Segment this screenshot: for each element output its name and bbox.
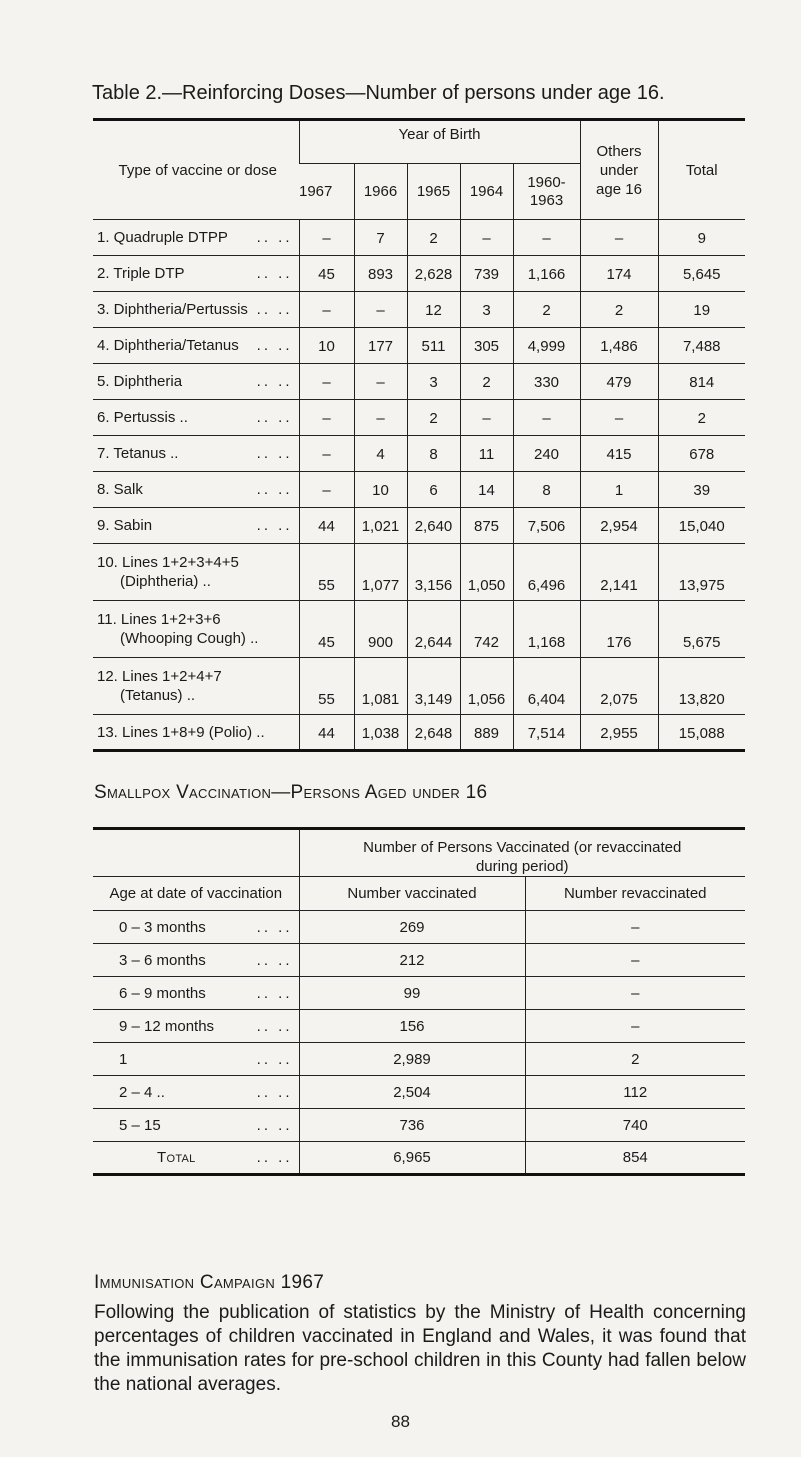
age-cell: .. .. 2 – 4 .. [93, 1076, 299, 1109]
age-cell: .. .. 1 [93, 1043, 299, 1076]
smallpox-heading: Smallpox Vaccination—Persons Aged under 16 [94, 782, 488, 803]
cell-value: – [299, 220, 354, 256]
cell-value: – [580, 400, 658, 436]
cell-value: 6 [407, 472, 460, 508]
age-cell: .. .. 9 – 12 months [93, 1010, 299, 1043]
cell-value: 15,040 [658, 508, 745, 544]
cell-value: 176 [580, 601, 658, 658]
cell-value: 14 [460, 472, 513, 508]
cell-value: 177 [354, 328, 407, 364]
leader-dots: .. .. [256, 337, 293, 354]
leader-dots: .. .. [256, 1017, 293, 1035]
cell-value: 7 [354, 220, 407, 256]
leader-dots: .. .. [256, 373, 293, 390]
year-header-1964: 1964 [460, 164, 513, 220]
cell-value: 4 [354, 436, 407, 472]
cell-value: 2 [513, 292, 580, 328]
year-header-1967: 1967 [299, 164, 354, 220]
cell-value: 479 [580, 364, 658, 400]
cell-value: 2,628 [407, 256, 460, 292]
table-row [93, 1142, 745, 1175]
cell-value: – [354, 400, 407, 436]
table-row [93, 472, 745, 508]
table-row [93, 220, 745, 256]
vaccinated-cell: 6,965 [299, 1142, 525, 1175]
year-header-1966: 1966 [354, 164, 407, 220]
cell-value: 742 [460, 601, 513, 658]
cell-value: 893 [354, 256, 407, 292]
table-row [93, 508, 745, 544]
row-label: 12. Lines 1+2+4+7 (Tetanus) .. [93, 658, 299, 715]
cell-value: – [354, 364, 407, 400]
cell-value: 1,077 [354, 544, 407, 601]
row-label: .. .. 5. Diphtheria [93, 364, 299, 400]
cell-value: 1 [580, 472, 658, 508]
table-row [93, 911, 745, 944]
cell-value: 3 [460, 292, 513, 328]
cell-value: – [299, 364, 354, 400]
cell-value: 2 [460, 364, 513, 400]
leader-dots: .. .. [256, 1149, 293, 1166]
cell-value: – [580, 220, 658, 256]
vaccinated-cell: 212 [299, 944, 525, 977]
cell-value: 2,954 [580, 508, 658, 544]
revaccinated-cell: 112 [525, 1076, 745, 1109]
cell-value: 2 [407, 400, 460, 436]
cell-value: 45 [299, 601, 354, 658]
leader-dots: .. .. [256, 517, 293, 534]
cell-value: 900 [354, 601, 407, 658]
leader-dots: .. .. [256, 918, 293, 936]
vaccinated-cell: 156 [299, 1010, 525, 1043]
campaign-heading: Immunisation Campaign 1967 [94, 1272, 325, 1293]
cell-value: 1,486 [580, 328, 658, 364]
cell-value: 305 [460, 328, 513, 364]
cell-value: 44 [299, 715, 354, 751]
leader-dots: .. .. [256, 1083, 293, 1101]
vaccinated-cell: 2,504 [299, 1076, 525, 1109]
table-row [93, 1010, 745, 1043]
cell-value: 814 [658, 364, 745, 400]
row-label: .. .. 1. Quadruple DTPP [93, 220, 299, 256]
cell-value: 13,975 [658, 544, 745, 601]
cell-value: 1,081 [354, 658, 407, 715]
cell-value: 12 [407, 292, 460, 328]
row-label: .. .. 6. Pertussis .. [93, 400, 299, 436]
table-row [93, 658, 745, 715]
cell-value: 875 [460, 508, 513, 544]
number-revaccinated-header: Number revaccinated [525, 877, 745, 911]
cell-value: 330 [513, 364, 580, 400]
vaccinated-cell: 736 [299, 1109, 525, 1142]
revaccinated-cell: 740 [525, 1109, 745, 1142]
leader-dots: .. .. [256, 481, 293, 498]
age-cell: .. .. Total [93, 1142, 299, 1175]
cell-value: 55 [299, 658, 354, 715]
cell-value: 8 [513, 472, 580, 508]
table-row [93, 715, 745, 751]
leader-dots: .. .. [256, 1050, 293, 1068]
cell-value: – [513, 400, 580, 436]
cell-value: 7,506 [513, 508, 580, 544]
cell-value: 2 [407, 220, 460, 256]
table-row [93, 1076, 745, 1109]
cell-value: 739 [460, 256, 513, 292]
cell-value: 1,056 [460, 658, 513, 715]
cell-value: 3,156 [407, 544, 460, 601]
cell-value: – [513, 220, 580, 256]
cell-value: 1,038 [354, 715, 407, 751]
table-row [93, 400, 745, 436]
table-row [93, 1109, 745, 1142]
row-label: 13. Lines 1+8+9 (Polio) .. [93, 715, 299, 751]
cell-value: 6,496 [513, 544, 580, 601]
cell-value: 45 [299, 256, 354, 292]
cell-value: 2 [580, 292, 658, 328]
revaccinated-cell: – [525, 911, 745, 944]
row-label: .. .. 3. Diphtheria/Pertussis [93, 292, 299, 328]
table-row [93, 364, 745, 400]
cell-value: 7,488 [658, 328, 745, 364]
revaccinated-cell: – [525, 1010, 745, 1043]
row-label: .. .. 8. Salk [93, 472, 299, 508]
age-cell: .. .. 6 – 9 months [93, 977, 299, 1010]
table-row [93, 256, 745, 292]
vaccinated-cell: 269 [299, 911, 525, 944]
year-of-birth-header: Year of Birth [299, 120, 580, 164]
cell-value: 3 [407, 364, 460, 400]
cell-value: 11 [460, 436, 513, 472]
table-row [93, 292, 745, 328]
age-cell: .. .. 0 – 3 months [93, 911, 299, 944]
total-header: Total [658, 120, 745, 220]
cell-value: 9 [658, 220, 745, 256]
year-header-1965: 1965 [407, 164, 460, 220]
leader-dots: .. .. [256, 265, 293, 282]
cell-value: 2,640 [407, 508, 460, 544]
campaign-paragraph: Following the publication of statistics by the Ministry of Health concerning percentages of children vaccinated in England and Wales, it was found that the immunisation rates for pre-school children in this County had fallen below the national averages. [94, 1302, 746, 1395]
vaccinated-cell: 2,989 [299, 1043, 525, 1076]
blank-header-cell [93, 829, 299, 877]
cell-value: – [299, 292, 354, 328]
cell-value: 44 [299, 508, 354, 544]
cell-value: 2,644 [407, 601, 460, 658]
cell-value: 10 [299, 328, 354, 364]
cell-value: 55 [299, 544, 354, 601]
table-title: Table 2.—Reinforcing Doses—Number of persons under age 16. [92, 82, 665, 104]
cell-value: 511 [407, 328, 460, 364]
table-row [93, 544, 745, 601]
table-row [93, 1043, 745, 1076]
cell-value: – [354, 292, 407, 328]
revaccinated-cell: – [525, 944, 745, 977]
table-row [93, 977, 745, 1010]
table-row [93, 436, 745, 472]
cell-value: 2,648 [407, 715, 460, 751]
cell-value: 6,404 [513, 658, 580, 715]
type-of-vaccine-header: Type of vaccine or dose [93, 120, 299, 220]
reinforcing-doses-table [93, 118, 745, 752]
cell-value: – [299, 400, 354, 436]
cell-value: 2 [658, 400, 745, 436]
revaccinated-cell: 2 [525, 1043, 745, 1076]
cell-value: 1,021 [354, 508, 407, 544]
row-label: 10. Lines 1+2+3+4+5 (Diphtheria) .. [93, 544, 299, 601]
cell-value: 2,075 [580, 658, 658, 715]
cell-value: 174 [580, 256, 658, 292]
revaccinated-cell: 854 [525, 1142, 745, 1175]
cell-value: 1,168 [513, 601, 580, 658]
row-label: .. .. 2. Triple DTP [93, 256, 299, 292]
cell-value: 415 [580, 436, 658, 472]
row-label: .. .. 4. Diphtheria/Tetanus [93, 328, 299, 364]
table-row [93, 328, 745, 364]
cell-value: 2,141 [580, 544, 658, 601]
age-cell: .. .. 5 – 15 [93, 1109, 299, 1142]
leader-dots: .. .. [256, 1116, 293, 1134]
leader-dots: .. .. [256, 409, 293, 426]
cell-value: 240 [513, 436, 580, 472]
cell-value: 4,999 [513, 328, 580, 364]
cell-value: 678 [658, 436, 745, 472]
cell-value: 8 [407, 436, 460, 472]
cell-value: 15,088 [658, 715, 745, 751]
row-label: 11. Lines 1+2+3+6 (Whooping Cough) .. [93, 601, 299, 658]
page-number: 88 [391, 1412, 410, 1431]
smallpox-vaccination-table [93, 827, 745, 1176]
cell-value: 7,514 [513, 715, 580, 751]
revaccinated-cell: – [525, 977, 745, 1010]
number-vaccinated-header: Number vaccinated [299, 877, 525, 911]
table-row [93, 944, 745, 977]
others-under-16-header: Others under age 16 [580, 120, 658, 220]
leader-dots: .. .. [256, 301, 293, 318]
cell-value: – [299, 436, 354, 472]
cell-value: 1,166 [513, 256, 580, 292]
vaccinated-cell: 99 [299, 977, 525, 1010]
leader-dots: .. .. [256, 951, 293, 969]
leader-dots: .. .. [256, 229, 293, 246]
cell-value: – [460, 400, 513, 436]
cell-value: 19 [658, 292, 745, 328]
cell-value: – [460, 220, 513, 256]
row-label: .. .. 9. Sabin [93, 508, 299, 544]
leader-dots: .. .. [256, 445, 293, 462]
cell-value: 5,675 [658, 601, 745, 658]
cell-value: – [299, 472, 354, 508]
cell-value: 2,955 [580, 715, 658, 751]
cell-value: 1,050 [460, 544, 513, 601]
cell-value: 889 [460, 715, 513, 751]
table-row [93, 601, 745, 658]
row-label: .. .. 7. Tetanus .. [93, 436, 299, 472]
cell-value: 3,149 [407, 658, 460, 715]
leader-dots: .. .. [256, 984, 293, 1002]
cell-value: 5,645 [658, 256, 745, 292]
age-at-vaccination-header: Age at date of vaccination [93, 877, 299, 911]
cell-value: 39 [658, 472, 745, 508]
cell-value: 10 [354, 472, 407, 508]
cell-value: 13,820 [658, 658, 745, 715]
age-cell: .. .. 3 – 6 months [93, 944, 299, 977]
year-header-1960-1963: 1960- 1963 [513, 164, 580, 220]
persons-vaccinated-header: Number of Persons Vaccinated (or revaccinated during period) [299, 829, 745, 877]
